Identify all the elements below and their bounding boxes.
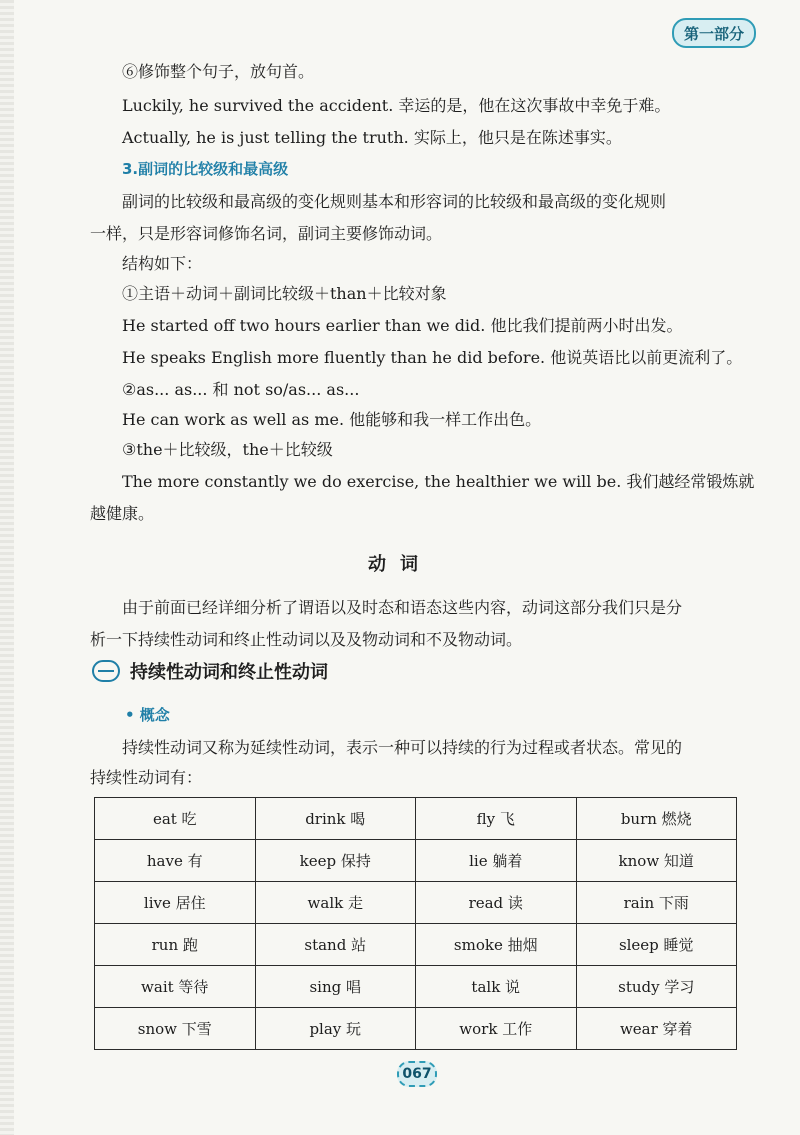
concept-text-2: 持续性动词有： [90, 768, 203, 787]
part-badge: 第一部分 [672, 18, 756, 48]
table-cell: drink 喝 [255, 798, 416, 840]
subsection-heading [92, 658, 328, 684]
example-fluently: He speaks English more fluently than he did before. 他说英语比以前更流利了。 [122, 348, 743, 367]
pattern-1: ①主语＋动词＋副词比较级＋than＋比较对象 [122, 284, 447, 303]
page-number: 067 [397, 1061, 437, 1087]
table-cell: have 有 [95, 840, 256, 882]
example-as-well: He can work as well as me. 他能够和我一样工作出色。 [122, 410, 542, 429]
table-cell: walk 走 [255, 882, 416, 924]
table-cell: read 读 [416, 882, 577, 924]
example-more-constantly-2: 越健康。 [90, 504, 155, 523]
example-earlier: He started off two hours earlier than we did. 他比我们提前两小时出发。 [122, 316, 683, 335]
table-cell: fly 飞 [416, 798, 577, 840]
rule-6: ⑥修饰整个句子，放句首。 [122, 62, 315, 81]
table-cell: wait 等待 [95, 966, 256, 1008]
table-cell: keep 保持 [255, 840, 416, 882]
table-row [95, 840, 737, 882]
verbs-intro-2: 析一下持续性动词和终止性动词以及及物动词和不及物动词。 [90, 630, 523, 649]
table-row [95, 924, 737, 966]
table-cell: snow 下雪 [95, 1008, 256, 1050]
table-row [95, 798, 737, 840]
table-cell: study 学习 [576, 966, 737, 1008]
structure-label: 结构如下： [122, 254, 203, 273]
pattern-2: ②as... as... 和 not so/as... as... [122, 380, 360, 399]
concept-text-1: 持续性动词又称为延续性动词，表示一种可以持续的行为过程或者状态。常见的 [122, 738, 683, 757]
table-row [95, 882, 737, 924]
table-cell: wear 穿着 [576, 1008, 737, 1050]
example-more-constantly-1: The more constantly we do exercise, the healthier we will be. 我们越经常锻炼就 [122, 472, 755, 491]
continuous-verb-table [94, 797, 737, 1050]
table-cell: smoke 抽烟 [416, 924, 577, 966]
table-cell: run 跑 [95, 924, 256, 966]
comparison-intro-2: 一样，只是形容词修饰名词，副词主要修饰动词。 [90, 224, 443, 243]
table-cell: know 知道 [576, 840, 737, 882]
section-title-verbs: 动词 [368, 554, 432, 575]
comparison-intro-1: 副词的比较级和最高级的变化规则基本和形容词的比较级和最高级的变化规则 [122, 192, 667, 211]
example-actually: Actually, he is just telling the truth. 实际上，他只是在陈述事实。 [122, 128, 622, 147]
table-cell: burn 燃烧 [576, 798, 737, 840]
table-cell: lie 躺着 [416, 840, 577, 882]
table-cell: live 居住 [95, 882, 256, 924]
table-cell: stand 站 [255, 924, 416, 966]
table-cell: talk 说 [416, 966, 577, 1008]
table-row [95, 1008, 737, 1050]
pattern-3: ③the＋比较级，the＋比较级 [122, 440, 333, 459]
comparison-heading: 3.副词的比较级和最高级 [122, 160, 289, 178]
verbs-intro-1: 由于前面已经详细分析了谓语以及时态和语态这些内容，动词这部分我们只是分 [122, 598, 683, 617]
subsection-title: 持续性动词和终止性动词 [130, 662, 328, 683]
table-row [95, 966, 737, 1008]
concept-label: • 概念 [125, 706, 170, 724]
example-luckily: Luckily, he survived the accident. 幸运的是，他在这次事故中幸免于难。 [122, 96, 671, 115]
table-cell: sleep 睡觉 [576, 924, 737, 966]
table-cell: sing 唱 [255, 966, 416, 1008]
table-cell: work 工作 [416, 1008, 577, 1050]
numbered-one-icon [92, 660, 120, 682]
table-cell: eat 吃 [95, 798, 256, 840]
table-cell: play 玩 [255, 1008, 416, 1050]
table-cell: rain 下雨 [576, 882, 737, 924]
